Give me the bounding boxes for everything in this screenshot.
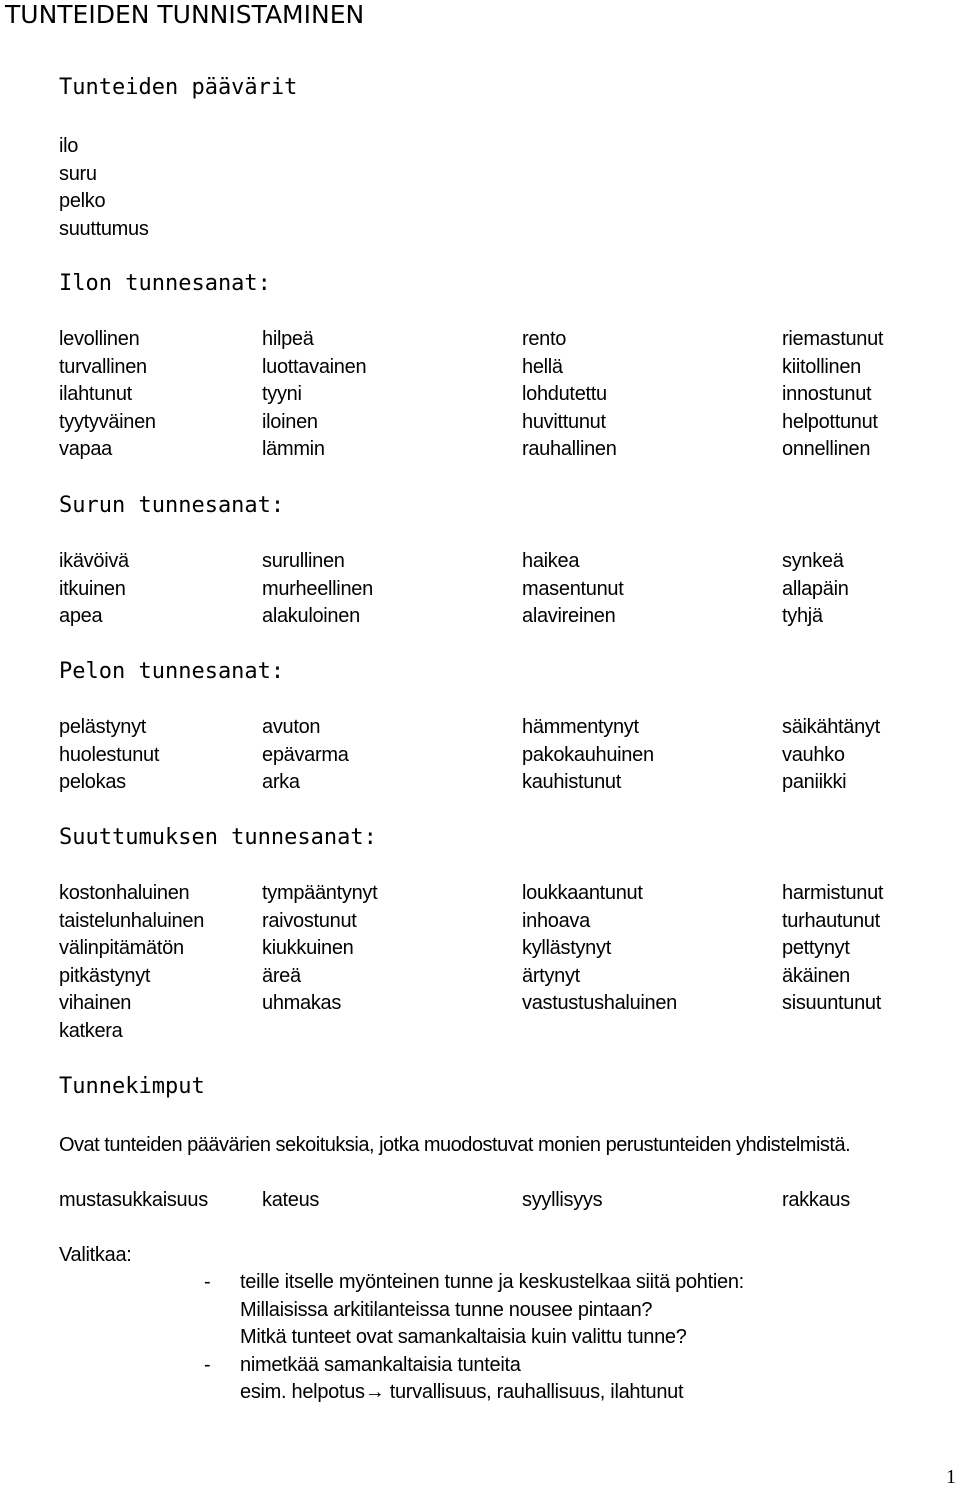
emotion-word: vapaa (59, 438, 112, 460)
bullet-text: Millaisissa arkitilanteissa tunne nousee pintaan? (240, 1299, 653, 1321)
emotion-word: uhmakas (262, 992, 342, 1014)
bullet-text: Mitkä tunteet ovat samankaltaisia kuin valittu tunne? (240, 1326, 687, 1348)
emotion-word: murheellinen (262, 577, 373, 600)
emotion-word: kostonhaluinen (59, 882, 190, 904)
emotion-word: iloinen (262, 410, 318, 433)
emotion-word: äkäinen (782, 964, 850, 987)
bullet-dash: - (204, 1354, 211, 1376)
emotion-word: surullinen (262, 550, 345, 572)
emotion-word: turhautunut (782, 909, 880, 932)
bundle-item: rakkaus (782, 1189, 850, 1211)
bullet-text: teille itselle myönteinen tunne ja keskustelkaa siitä pohtien: (240, 1271, 744, 1293)
emotion-word: rauhallinen (522, 438, 617, 460)
emotion-word: vauhko (782, 743, 845, 766)
emotion-word: katkera (59, 1019, 123, 1042)
list-item: suru (59, 162, 97, 185)
bundles-description: Ovat tunteiden päävärien sekoituksia, jotka muodostuvat monien perustunteiden yhdistelmistä. (59, 1134, 851, 1156)
emotion-word: alakuloinen (262, 605, 360, 627)
emotion-word: kauhistunut (522, 771, 621, 793)
primary-heading: Tunteiden päävärit (59, 75, 298, 100)
emotion-word: taistelunhaluinen (59, 909, 205, 932)
bullet-text: nimetkää samankaltaisia tunteita (240, 1354, 521, 1376)
sadness-heading: Surun tunnesanat: (59, 493, 285, 518)
joy-heading: Ilon tunnesanat: (59, 271, 271, 296)
emotion-word: alavireinen (522, 605, 616, 627)
emotion-word: rento (522, 328, 567, 350)
emotion-word: hilpeä (262, 328, 314, 350)
emotion-word: pitkästynyt (59, 964, 151, 987)
emotion-word: välinpitämätön (59, 937, 184, 959)
bullet-dash: - (204, 1271, 211, 1293)
emotion-word: synkeä (782, 550, 844, 572)
emotion-word: pakokauhuinen (522, 743, 654, 766)
emotion-word: vihainen (59, 992, 132, 1014)
emotion-word: inhoava (522, 909, 590, 932)
emotion-word: arka (262, 771, 300, 793)
emotion-word: ilahtunut (59, 383, 132, 405)
emotion-word: pelokas (59, 771, 126, 793)
emotion-word: kiukkuinen (262, 937, 354, 959)
emotion-word: vastustushaluinen (522, 992, 678, 1014)
emotion-word: levollinen (59, 328, 140, 350)
emotion-word: paniikki (782, 771, 847, 793)
primary-list (59, 133, 149, 243)
emotion-word: ikävöivä (59, 550, 129, 572)
emotion-word: avuton (262, 716, 321, 738)
emotion-word: innostunut (782, 383, 872, 405)
emotion-word: epävarma (262, 743, 349, 766)
emotion-word: onnellinen (782, 438, 871, 460)
bullet-text: esim. helpotus→ turvallisuus, rauhallisuus, ilahtunut (240, 1381, 684, 1403)
emotion-word: äreä (262, 964, 301, 987)
emotion-word: turvallinen (59, 355, 147, 378)
fear-heading: Pelon tunnesanat: (59, 659, 285, 684)
emotion-word: tyhjä (782, 605, 823, 627)
emotion-word: masentunut (522, 577, 624, 600)
emotion-word: apea (59, 605, 103, 627)
anger-heading: Suuttumuksen tunnesanat: (59, 825, 377, 850)
emotion-word: allapäin (782, 577, 849, 600)
emotion-word: ärtynyt (522, 964, 580, 987)
emotion-word: haikea (522, 550, 580, 572)
list-item: suuttumus (59, 217, 149, 240)
emotion-word: sisuuntunut (782, 992, 881, 1014)
emotion-word: itkuinen (59, 577, 126, 600)
bundles-heading: Tunnekimput (59, 1074, 205, 1099)
emotion-word: säikähtänyt (782, 716, 880, 738)
page-number: 1 (946, 1466, 956, 1488)
emotion-word: raivostunut (262, 909, 357, 932)
choose-label: Valitkaa: (59, 1244, 132, 1266)
emotion-word: helpottunut (782, 410, 878, 433)
emotion-word: riemastunut (782, 328, 884, 350)
emotion-word: huvittunut (522, 410, 606, 433)
emotion-word: luottavainen (262, 355, 367, 378)
bundle-item: syyllisyys (522, 1189, 603, 1211)
emotion-word: lämmin (262, 438, 325, 460)
emotion-word: kyllästynyt (522, 937, 611, 959)
emotion-word: tyytyväinen (59, 410, 156, 433)
list-item: ilo (59, 135, 79, 157)
emotion-word: pelästynyt (59, 716, 147, 738)
emotion-word: harmistunut (782, 882, 884, 904)
emotion-word: lohdutettu (522, 383, 607, 405)
emotion-word: pettynyt (782, 937, 850, 959)
list-item: pelko (59, 190, 106, 212)
emotion-word: hellä (522, 355, 563, 378)
emotion-word: loukkaantunut (522, 882, 643, 904)
emotion-word: tympääntynyt (262, 882, 378, 904)
bundle-item: kateus (262, 1189, 320, 1211)
page-title: TUNTEIDEN TUNNISTAMINEN (5, 0, 365, 29)
emotion-word: hämmentynyt (522, 716, 639, 738)
bundle-item: mustasukkaisuus (59, 1189, 208, 1211)
emotion-word: huolestunut (59, 743, 160, 766)
emotion-word: tyyni (262, 383, 302, 405)
emotion-word: kiitollinen (782, 355, 861, 378)
